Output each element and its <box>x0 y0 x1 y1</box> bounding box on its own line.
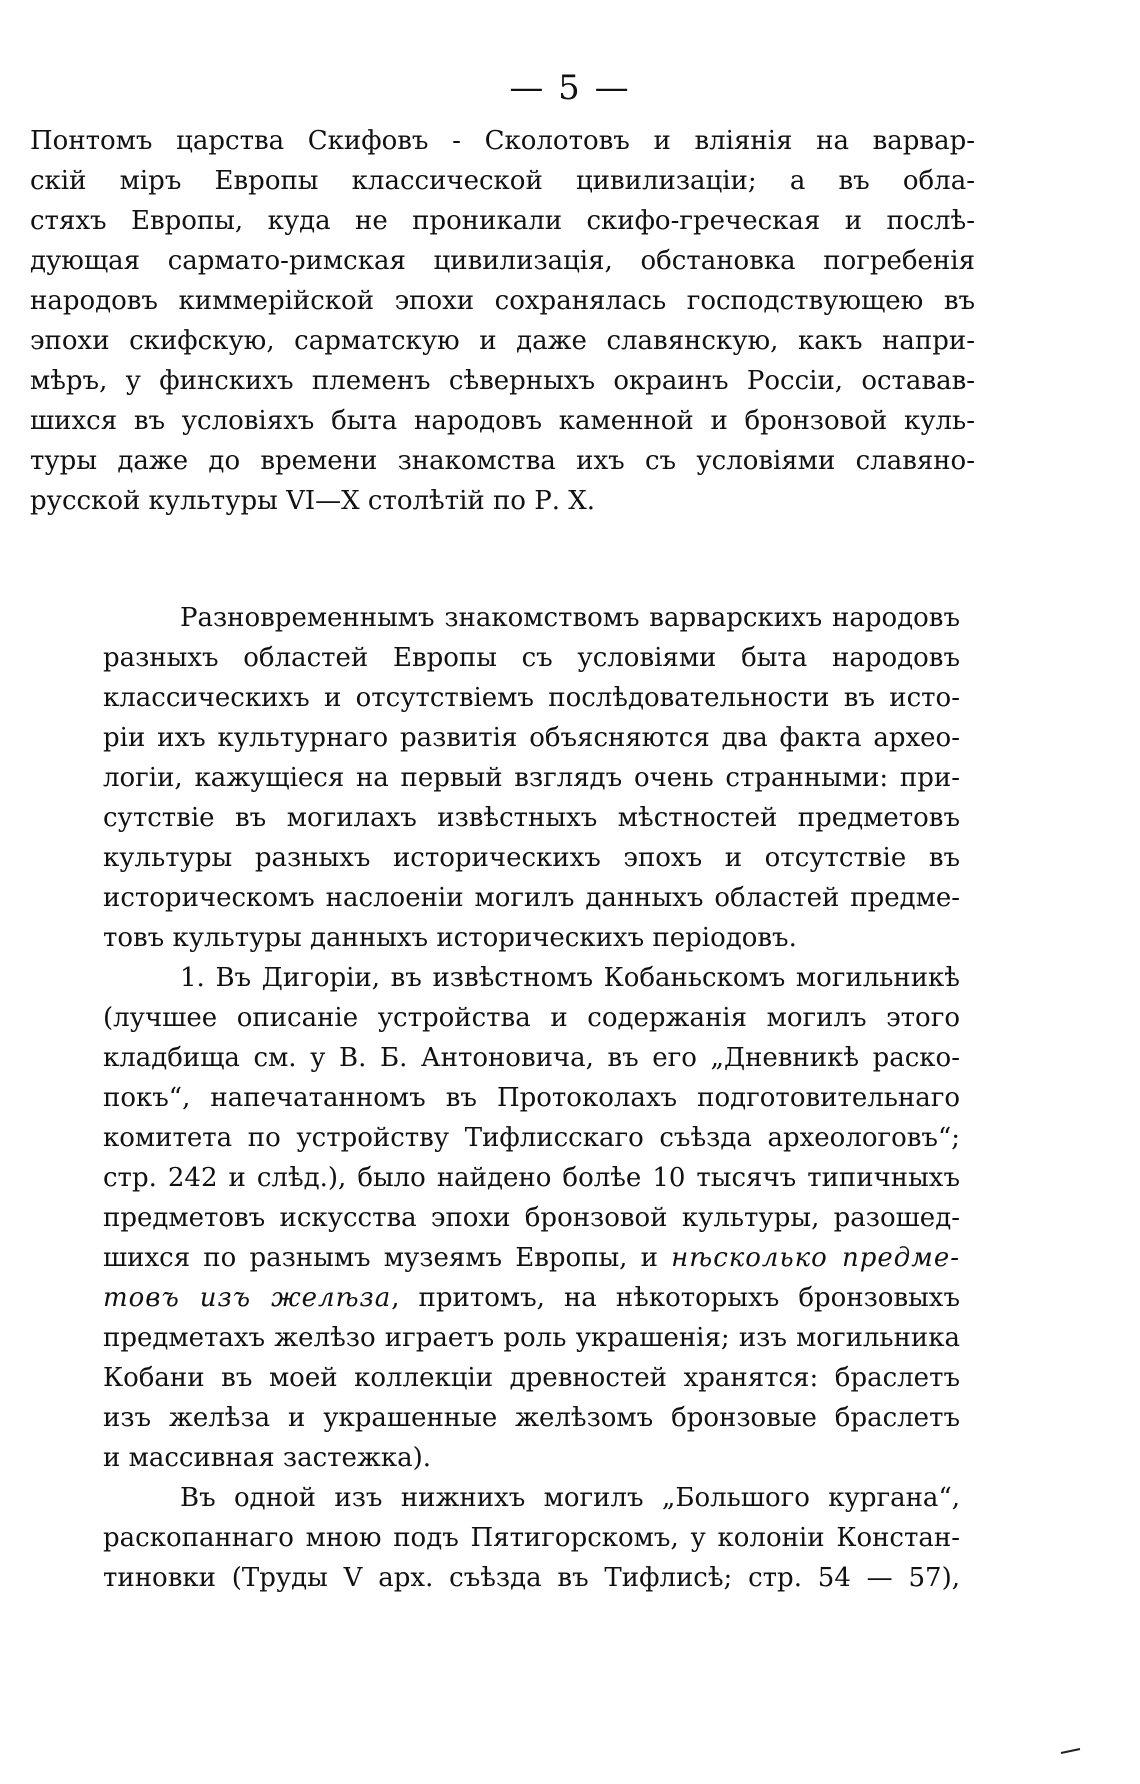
text-line: русской культуры VI—X столѣтій по Р. Х. <box>30 486 596 516</box>
text-line: логіи, кажущіеся на первый взглядъ очень странными: при- <box>103 763 960 793</box>
text-line: стр. 242 и слѣд.), было найдено болѣе 10 тысячъ типичныхъ <box>103 1163 960 1193</box>
emphasized-text: товъ изъ желѣза <box>103 1283 392 1313</box>
text-line: Кобани въ моей коллекціи древностей хранятся: браслетъ <box>103 1363 960 1393</box>
text-line: народовъ киммерійской эпохи сохранялась господствующею въ <box>30 286 975 316</box>
text-line: кладбища см. у В. Б. Антоновича, въ его „Дневникѣ раско- <box>103 1043 960 1073</box>
text-line: скій міръ Европы классической цивилизаціи; а въ обла- <box>30 166 975 196</box>
text-line: товъ культуры данныхъ историческихъ періодовъ. <box>103 923 797 953</box>
text-line: 1. Въ Дигоріи, въ извѣстномъ Кобаньскомъ могильникѣ <box>180 963 960 993</box>
page-number: — 5 — <box>509 68 631 108</box>
text-line: Понтомъ царства Скифовъ - Сколотовъ и вліянія на варвар- <box>30 126 975 156</box>
text-line: дующая сармато-римская цивилизація, обстановка погребенія <box>30 246 975 276</box>
text-line: классическихъ и отсутствіемъ послѣдовательности въ исто- <box>103 683 960 713</box>
emphasized-text: нѣсколько предме- <box>671 1243 960 1273</box>
main-paragraph <box>0 598 1140 1598</box>
text-line: Разновременнымъ знакомствомъ варварскихъ народовъ <box>180 603 960 633</box>
text-line: мѣръ, у финскихъ племенъ сѣверныхъ окраинъ Россіи, оставав- <box>30 366 975 396</box>
text-line-with-emphasis <box>0 1278 1140 1318</box>
text-line: Въ одной изъ нижнихъ могилъ „Большого кургана“, <box>180 1483 960 1513</box>
text-line: шихся въ условіяхъ быта народовъ каменной и бронзовой куль- <box>30 406 975 436</box>
text-fragment: , притомъ, на нѣкоторыхъ бронзовыхъ <box>391 1283 961 1313</box>
ink-mark <box>1060 1748 1082 1754</box>
text-line: культуры разныхъ историческихъ эпохъ и отсутствіе въ <box>103 843 960 873</box>
text-line: сутствіе въ могилахъ извѣстныхъ мѣстностей предметовъ <box>103 803 960 833</box>
text-line: раскопаннаго мною подъ Пятигорскомъ, у колоніи Констан- <box>103 1523 960 1553</box>
text-line: эпохи скифскую, сарматскую и даже славянскую, какъ напри- <box>30 326 975 356</box>
text-line: (лучшее описаніе устройства и содержанія могилъ этого <box>103 1003 960 1033</box>
text-line: стяхъ Европы, куда не проникали скифо-греческая и послѣ- <box>30 206 975 236</box>
text-line: комитета по устройству Тифлисскаго съѣзда археологовъ“; <box>103 1123 960 1153</box>
text-line: тиновки (Труды V арх. съѣзда въ Тифлисѣ; стр. 54 — 57), <box>103 1563 960 1593</box>
text-line-with-emphasis <box>0 1238 1140 1278</box>
text-fragment: шихся по разнымъ музеямъ Европы, и <box>103 1243 672 1273</box>
text-line: предметовъ искусства эпохи бронзовой культуры, разошед- <box>103 1203 960 1233</box>
text-line: ріи ихъ культурнаго развитія объясняются два факта архео- <box>103 723 960 753</box>
paragraph-continuation <box>0 121 1140 521</box>
text-line: изъ желѣза и украшенные желѣзомъ бронзовые браслетъ <box>103 1403 960 1433</box>
text-line: покъ“, напечатанномъ въ Протоколахъ подготовительнаго <box>103 1083 960 1113</box>
text-line: и массивная застежка). <box>103 1443 431 1473</box>
text-line: туры даже до времени знакомства ихъ съ условіями славяно- <box>30 446 975 476</box>
text-line: историческомъ наслоеніи могилъ данныхъ областей предме- <box>103 883 960 913</box>
text-line: разныхъ областей Европы съ условіями быта народовъ <box>103 643 960 673</box>
text-line: предметахъ желѣзо играетъ роль украшенія; изъ могильника <box>103 1323 960 1353</box>
